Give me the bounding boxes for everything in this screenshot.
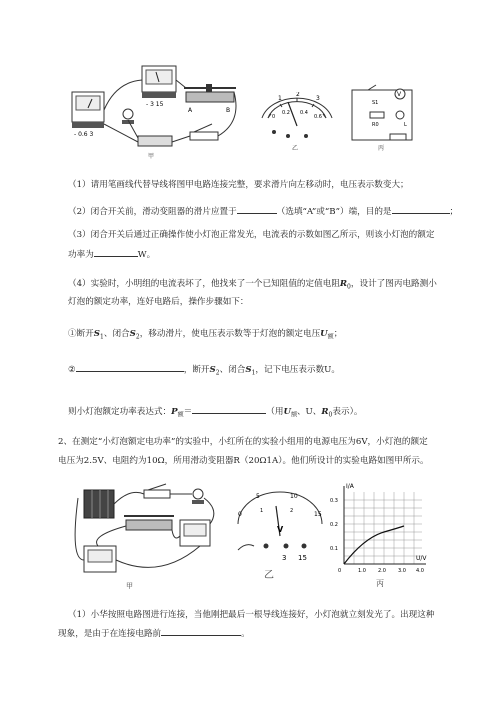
scale-2: 2 xyxy=(290,508,294,514)
q1-text: （1）请用笔画线代替导线将图甲电路连接完整，要求滑片向左移动时，电压表示数变大； xyxy=(68,180,409,190)
q2-blank-2[interactable] xyxy=(392,204,450,214)
rheostat xyxy=(184,84,236,114)
svg-text:V: V xyxy=(397,91,402,98)
voltmeter-device xyxy=(84,546,116,572)
q4-line-1: （4）实验时，小明组的电流表坏了，他找来了一个已知阻值的定值电阻$R_0$，设计了图丙电路测小 xyxy=(68,279,437,291)
outer-tick-1: 1 xyxy=(278,95,282,102)
bulb xyxy=(122,109,134,124)
rheostat xyxy=(124,516,174,530)
step1-line: ①断开$S_1$、闭合$S_2$，移动滑片，使电压表示数等于灯泡的额定电压$U_额$； xyxy=(68,329,343,341)
inner-tick-0: 0 xyxy=(272,114,276,120)
inner-tick-02: 0.2 xyxy=(282,110,290,116)
ammeter-scale-label: - 0.6 3 xyxy=(74,131,94,138)
x-tick-4: 4.0 xyxy=(416,568,424,574)
terminal-15: 15 xyxy=(298,554,307,562)
x-tick-0: 0 xyxy=(338,568,342,574)
battery-pack xyxy=(84,490,114,518)
caption-jia: 甲 xyxy=(148,153,155,160)
q-2-1-line-1: （1）小华按照电路图进行连接，当他刚把最后一根导线连接好，小灯泡就立刻发光了。出现这种 xyxy=(68,610,435,620)
y-tick-03: 0.3 xyxy=(330,498,338,504)
y-tick-01: 0.1 xyxy=(330,546,338,552)
caption-yi: 乙 xyxy=(292,145,299,152)
bulb-symbol xyxy=(396,111,404,119)
step2-blank[interactable] xyxy=(76,362,184,372)
y-axis-label: I/A xyxy=(346,483,354,490)
meter-label: V xyxy=(277,525,284,534)
figure-jia-bottom xyxy=(70,480,230,592)
svg-text:S1: S1 xyxy=(372,100,379,106)
q3-blank[interactable] xyxy=(94,247,138,257)
y-tick-02: 0.2 xyxy=(330,522,338,528)
scale-5: 5 xyxy=(256,493,260,500)
inner-tick-06: 0.6 xyxy=(314,114,322,120)
caption-yi-bottom: 乙 xyxy=(264,570,274,581)
switch xyxy=(190,124,218,140)
figure-bing-top-circuit xyxy=(346,84,418,152)
r0-symbol xyxy=(370,112,384,118)
ammeter-device xyxy=(180,520,210,546)
switch xyxy=(144,484,170,498)
outer-tick-3: 3 xyxy=(316,95,320,102)
inner-tick-04: 0.4 xyxy=(300,110,308,116)
x-tick-1: 1.0 xyxy=(358,568,366,574)
figure-yi-top-ammeter xyxy=(258,92,336,152)
figure-jia-top xyxy=(66,62,246,160)
q3-line-2: 功率为 W。 xyxy=(68,247,155,261)
scale-10: 10 xyxy=(290,493,298,500)
q4-line-2: 灯泡的额定功率，连好电路后，操作步骤如下： xyxy=(68,297,249,307)
q-2-line-2: 电压为2.5V、电阻约为10Ω，所用滑动变阻器R（20Ω1A）。他们所设计的实验电路如图甲所示。 xyxy=(58,456,429,466)
caption-jia-bottom: 甲 xyxy=(126,582,133,590)
expr-blank[interactable] xyxy=(192,404,266,414)
rheostat-a-label: A xyxy=(188,107,193,114)
caption-bing-bottom: 丙 xyxy=(376,579,384,588)
q-2-1-blank[interactable] xyxy=(161,626,241,636)
step2-line: ② ，断开$S_2$、闭合$S_1$，记下电压表示数U。 xyxy=(68,362,340,380)
svg-text:L: L xyxy=(404,122,407,128)
figure-bing-bottom-graph xyxy=(322,480,434,590)
caption-bing: 丙 xyxy=(378,145,385,152)
q-2-line-1: 2、在测定“小灯泡额定电功率”的实验中，小红所在的实验小组用的电源电压为6V，小灯泡的额定 xyxy=(58,437,428,447)
x-tick-2: 2.0 xyxy=(378,568,386,574)
voltmeter-device xyxy=(142,66,176,98)
ammeter-device xyxy=(72,92,104,128)
rheostat-b-label: B xyxy=(226,107,231,114)
q-2-1-line-2: 现象，是由于在连接电路前 。 xyxy=(58,626,250,640)
scale-end-15: 15 xyxy=(314,511,322,518)
q3-line-1: （3）闭合开关后通过正确操作使小灯泡正常发光，电流表的示数如图乙所示，则该小灯泡的额定 xyxy=(68,230,435,240)
scale-1: 1 xyxy=(260,508,264,514)
figure-yi-bottom-voltmeter xyxy=(232,484,328,584)
x-tick-3: 3.0 xyxy=(398,568,406,574)
expr-line: 则小灯泡额定功率表达式：$P_额=$ （用$U_额$、U、$R_0$表示）。 xyxy=(68,404,362,422)
terminal-3: 3 xyxy=(282,554,287,562)
battery xyxy=(138,136,172,146)
q2-blank-1[interactable] xyxy=(237,204,277,214)
scale-end-0: 0 xyxy=(238,511,242,518)
bulb xyxy=(192,489,204,504)
x-axis-label: U/V xyxy=(416,555,427,562)
voltmeter-scale-label: - 3 15 xyxy=(146,101,164,108)
q2-line: （2）闭合开关前，滑动变阻器的滑片应置于 （选填“A”或“B”）端，目的是 ； xyxy=(68,204,458,218)
graph-grid xyxy=(344,492,422,564)
svg-text:R0: R0 xyxy=(372,122,379,128)
outer-tick-2: 2 xyxy=(296,92,300,98)
